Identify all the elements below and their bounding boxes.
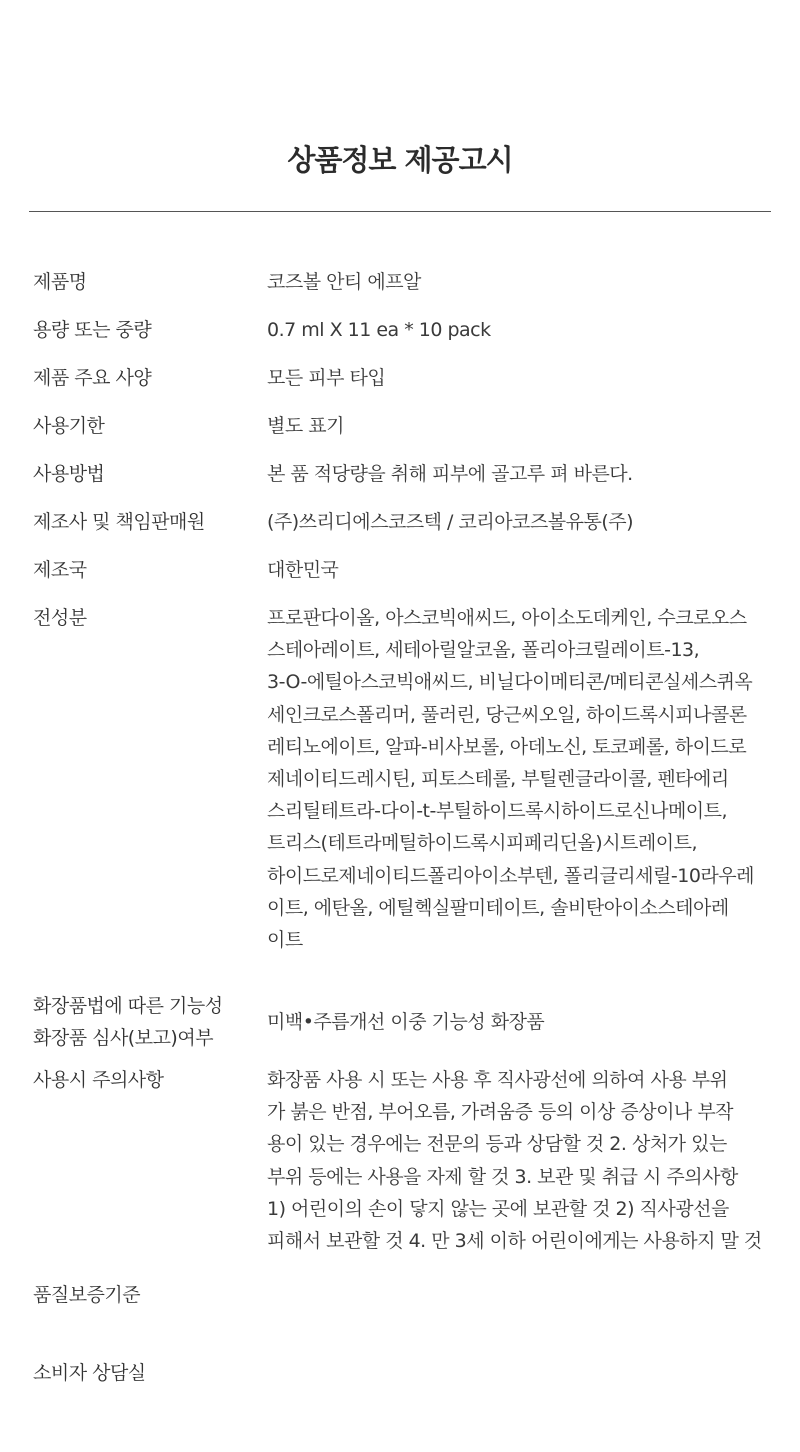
- row-consumer: [33, 1349, 778, 1397]
- ingredients-line: 프로판다이올, 아스코빅애씨드, 아이소도데케인, 수크로오스: [267, 607, 747, 629]
- label-manufacturer: 제조사 및 책임판매원: [33, 511, 205, 533]
- cautions-line: 부위 등에는 사용을 자제 할 것 3. 보관 및 취급 시 주의사항: [267, 1165, 738, 1188]
- value-capacity: 0.7 ml X 11 ea * 10 pack: [267, 319, 491, 341]
- cautions-line: 1) 어린이의 손이 닿지 않는 곳에 보관할 것 2) 직사광선을: [267, 1197, 729, 1220]
- ingredients-line: 3-O-에틸아스코빅애씨드, 비닐다이메티콘/메티콘실세스퀴옥: [267, 671, 753, 694]
- ingredients-line: 트리스(테트라메틸하이드록시피페리딘올)시트레이트,: [267, 832, 698, 855]
- ingredients-line: 세인크로스폴리머, 풀러린, 당근씨오일, 하이드록시피나콜론: [267, 703, 747, 726]
- row-product-name: [33, 258, 778, 306]
- ingredients-line: 제네이티드레시틴, 피토스테롤, 부틸렌글라이콜, 펜타에리: [267, 768, 729, 791]
- label-functional-line: 화장품법에 따른 기능성: [33, 995, 223, 1017]
- ingredients-line: 이트, 에탄올, 에틸헥실팔미테이트, 솔비탄아이소스테아레: [267, 896, 729, 919]
- label-functional-line: 화장품 심사(보고)여부: [33, 1027, 214, 1049]
- cautions-line: 용이 있는 경우에는 전문의 등과 상담할 것 2. 상처가 있는: [267, 1133, 727, 1156]
- row-manufacturer: [33, 498, 778, 546]
- ingredients-line: 스테아레이트, 세테아릴알코올, 폴리아크릴레이트-13,: [267, 639, 700, 662]
- value-cautions: [267, 1064, 778, 1257]
- row-spec: [33, 354, 778, 402]
- label-functional: [33, 990, 267, 1054]
- cautions-line: 가 붉은 반점, 부어오름, 가려움증 등의 이상 증상이나 부작: [267, 1101, 734, 1124]
- value-expiry: 별도 표기: [267, 415, 344, 437]
- label-capacity: 용량 또는 중량: [33, 319, 152, 341]
- value-spec: 모든 피부 타입: [267, 367, 386, 389]
- label-expiry: 사용기한: [33, 415, 105, 437]
- cautions-line: 화장품 사용 시 또는 사용 후 직사광선에 의하여 사용 부위: [267, 1069, 728, 1091]
- value-functional: 미백•주름개선 이중 기능성 화장품: [267, 1011, 545, 1033]
- row-usage: [33, 450, 778, 498]
- row-ingredients: [33, 594, 778, 984]
- label-ingredients: 전성분: [33, 607, 87, 629]
- value-usage: 본 품 적당량을 취해 피부에 골고루 펴 바른다.: [267, 463, 633, 485]
- row-quality: [33, 1271, 778, 1349]
- ingredients-line: 스리틸테트라-다이-t-부틸하이드록시하이드로신나메이트,: [267, 800, 728, 823]
- product-info-table: [33, 258, 778, 1397]
- value-manufacturer: (주)쓰리디에스코즈텍 / 코리아코즈볼유통(주): [267, 511, 634, 533]
- label-consumer: 소비자 상담실: [33, 1362, 146, 1385]
- label-spec: 제품 주요 사양: [33, 367, 152, 389]
- title-divider: [29, 211, 771, 212]
- row-expiry: [33, 402, 778, 450]
- cautions-line: 피해서 보관할 것 4. 만 3세 이하 어린이에게는 사용하지 말 것: [267, 1230, 762, 1253]
- value-origin: 대한민국: [267, 559, 339, 581]
- row-origin: [33, 546, 778, 594]
- row-capacity: [33, 306, 778, 354]
- row-cautions: [33, 1056, 778, 1265]
- value-product-name: 코즈볼 안티 에프알: [267, 271, 421, 293]
- row-functional: [33, 984, 778, 1054]
- label-cautions: 사용시 주의사항: [33, 1069, 164, 1091]
- ingredients-line: 하이드로제네이티드폴리아이소부텐, 폴리글리세릴-10라우레: [267, 864, 754, 887]
- page-title: 상품정보 제공고시: [287, 143, 513, 177]
- label-origin: 제조국: [33, 559, 87, 581]
- label-quality: 품질보증기준: [33, 1284, 141, 1307]
- ingredients-line: 이트: [267, 929, 303, 952]
- label-usage: 사용방법: [33, 463, 105, 485]
- value-ingredients: [267, 602, 778, 956]
- ingredients-line: 레티노에이트, 알파-비사보롤, 아데노신, 토코페롤, 하이드로: [267, 735, 747, 758]
- label-product-name: 제품명: [33, 271, 87, 293]
